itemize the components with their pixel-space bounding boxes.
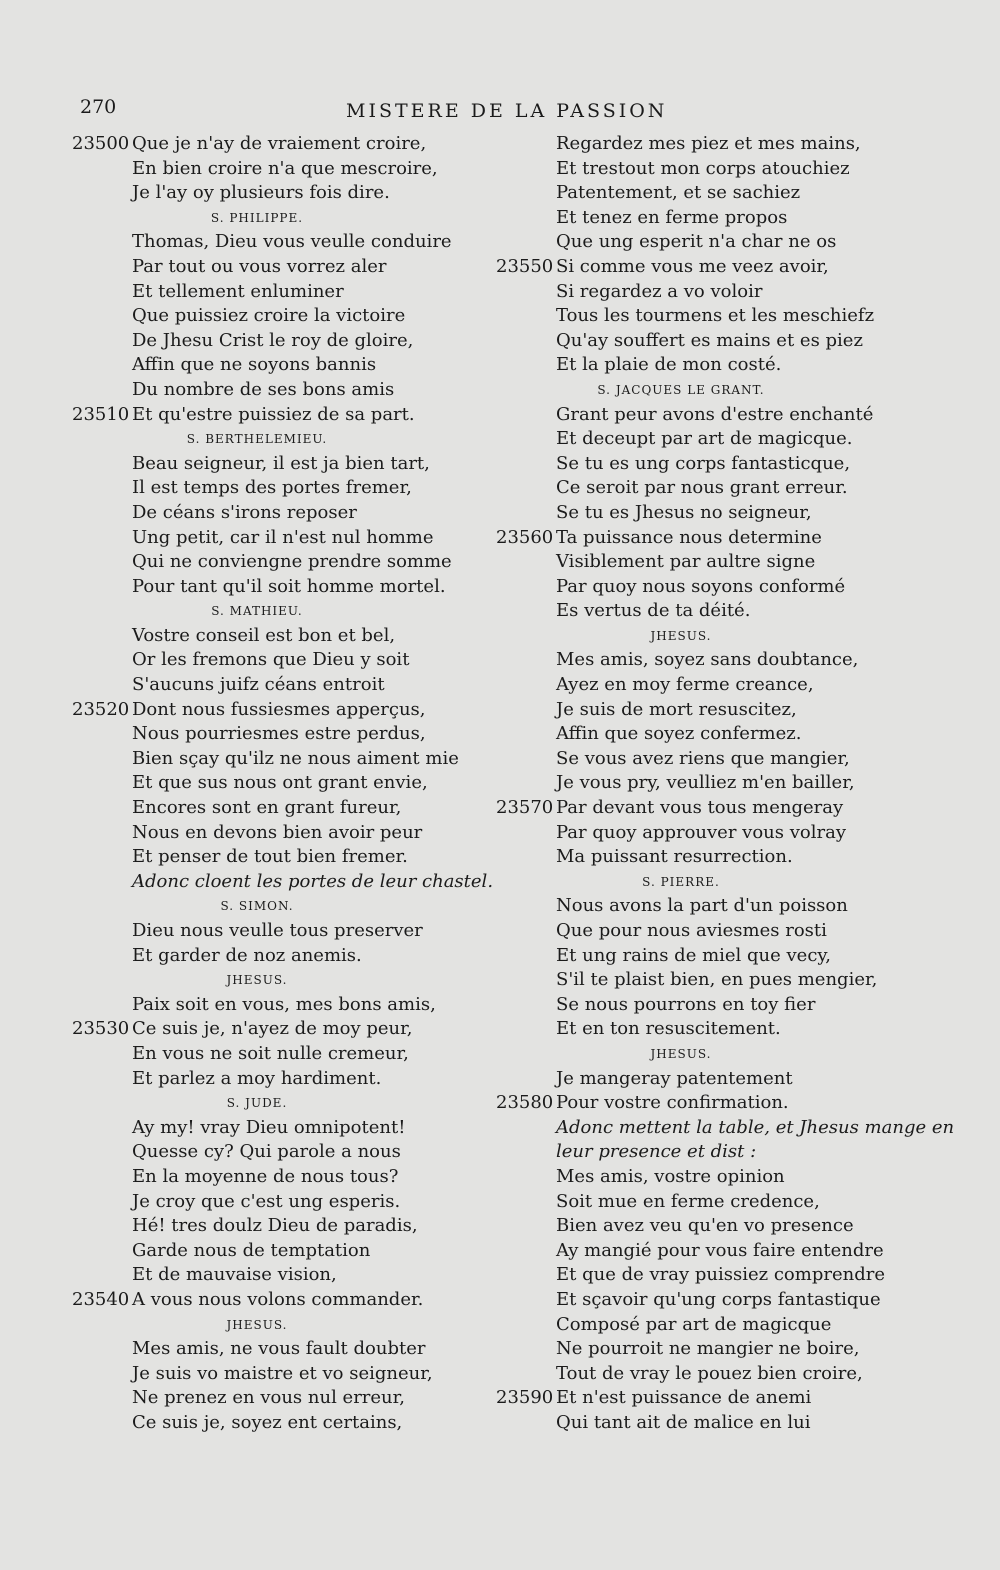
line-text: S. BERTHELEMIEU. xyxy=(186,432,328,447)
verse-line xyxy=(72,132,532,157)
line-text: S. PIERRE. xyxy=(642,874,720,889)
verse-line xyxy=(132,526,532,551)
line-text: S. SIMON. xyxy=(220,899,294,914)
verse-line xyxy=(132,944,532,969)
speaker-name xyxy=(132,427,382,452)
line-text: En vous ne soit nulle cremeur, xyxy=(132,1042,409,1064)
verse-line xyxy=(132,993,532,1018)
line-text: Il est temps des portes fremer, xyxy=(132,477,412,499)
verse-line xyxy=(132,501,532,526)
line-text: Et penser de tout bien fremer. xyxy=(132,846,408,868)
line-text: Par quoy approuver vous volray xyxy=(556,821,846,843)
verse-line xyxy=(556,968,956,993)
line-text: Affin que soyez confermez. xyxy=(556,723,802,745)
line-text: Se vous avez riens que mangier, xyxy=(556,747,850,769)
line-text: Et garder de noz anemis. xyxy=(132,944,362,966)
verse-line xyxy=(556,1214,956,1239)
line-text: Je mangeray patentement xyxy=(556,1067,793,1089)
verse-line xyxy=(556,452,956,477)
line-text: Regardez mes piez et mes mains, xyxy=(556,133,861,154)
verse-line xyxy=(132,821,532,846)
speaker-name xyxy=(132,599,382,624)
line-text: Nous avons la part d'un poisson xyxy=(556,895,848,917)
line-text: S'il te plaist bien, en pues mengier, xyxy=(556,969,878,991)
verse-line xyxy=(132,181,532,206)
line-text: Ta puissance nous determine xyxy=(556,526,822,548)
line-text: Ne prenez en vous nul erreur, xyxy=(132,1387,405,1409)
verse-line xyxy=(556,1239,956,1264)
verse-line xyxy=(556,722,956,747)
line-text: Si comme vous me veez avoir, xyxy=(556,255,829,277)
line-text: Par quoy nous soyons conformé xyxy=(556,575,846,597)
speaker-name xyxy=(132,1313,382,1338)
verse-line xyxy=(496,255,956,280)
verse-line xyxy=(556,821,956,846)
verse-line xyxy=(72,403,532,428)
line-text: Se nous pourrons en toy fier xyxy=(556,993,816,1015)
line-text: Que ung esperit n'a char ne os xyxy=(556,231,837,253)
line-text: Patentement, et se sachiez xyxy=(556,182,801,204)
line-text: Pour tant qu'il soit homme mortel. xyxy=(132,575,446,597)
line-text: Que je n'ay de vraiement croire, xyxy=(132,133,427,154)
verse-line xyxy=(132,1386,532,1411)
verse-line xyxy=(556,501,956,526)
verse-line xyxy=(556,1067,956,1092)
right-column xyxy=(496,132,956,1435)
verse-line xyxy=(556,1263,956,1288)
verse-line xyxy=(556,1362,956,1387)
line-number: 23530 xyxy=(72,1018,130,1040)
stage-direction xyxy=(556,1140,956,1165)
line-text: Adonc cloent les portes de leur chastel. xyxy=(132,870,494,892)
line-text: S. MATHIEU. xyxy=(211,604,303,619)
line-number: 23570 xyxy=(496,797,554,819)
line-text: Visiblement par aultre signe xyxy=(556,551,816,573)
speaker-name xyxy=(556,870,806,895)
line-text: Ma puissant resurrection. xyxy=(556,846,793,868)
line-text: Et en ton resuscitement. xyxy=(556,1018,781,1040)
verse-line xyxy=(556,181,956,206)
line-text: JHESUS. xyxy=(226,1317,288,1332)
line-text: Affin que ne soyons bannis xyxy=(132,354,377,376)
verse-line xyxy=(556,1190,956,1215)
line-text: Et la plaie de mon costé. xyxy=(556,354,782,376)
verse-line xyxy=(556,132,956,157)
line-number: 23540 xyxy=(72,1288,130,1310)
line-text: Et parlez a moy hardiment. xyxy=(132,1067,382,1089)
speaker-name xyxy=(132,1091,382,1116)
verse-line xyxy=(132,329,532,354)
line-text: Nous pourriesmes estre perdus, xyxy=(132,723,426,745)
speaker-name xyxy=(556,1042,806,1067)
line-text: Tout de vray le pouez bien croire, xyxy=(556,1362,863,1384)
line-text: Hé! tres doulz Dieu de paradis, xyxy=(132,1215,418,1237)
verse-line xyxy=(556,1411,956,1436)
verse-line xyxy=(556,206,956,231)
line-text: Es vertus de ta déité. xyxy=(556,600,751,622)
line-text: En bien croire n'a que mescroire, xyxy=(132,157,438,179)
verse-line xyxy=(132,452,532,477)
speaker-name xyxy=(132,968,382,993)
verse-line xyxy=(132,1337,532,1362)
verse-line xyxy=(556,230,956,255)
line-text: Soit mue en ferme credence, xyxy=(556,1190,820,1212)
verse-line xyxy=(132,304,532,329)
verse-line xyxy=(556,403,956,428)
line-text: S'aucuns juifz céans entroit xyxy=(132,674,385,696)
stage-direction xyxy=(556,1116,956,1141)
line-text: Thomas, Dieu vous veulle conduire xyxy=(132,231,452,253)
line-text: Beau seigneur, il est ja bien tart, xyxy=(132,452,430,474)
line-text: Et trestout mon corps atouchiez xyxy=(556,157,850,179)
running-title: MISTERE DE LA PASSION xyxy=(346,100,668,122)
line-text: Je croy que c'est ung esperis. xyxy=(132,1190,401,1212)
line-text: Et que sus nous ont grant envie, xyxy=(132,772,428,794)
verse-line xyxy=(132,1263,532,1288)
line-number: 23580 xyxy=(496,1092,554,1114)
line-text: Je vous pry, veulliez m'en bailler, xyxy=(556,772,855,794)
verse-line xyxy=(132,1165,532,1190)
verse-line xyxy=(496,796,956,821)
verse-line xyxy=(132,1140,532,1165)
line-number: 23550 xyxy=(496,255,554,277)
verse-line xyxy=(556,427,956,452)
line-text: Et tenez en ferme propos xyxy=(556,206,788,228)
line-text: Bien avez veu qu'en vo presence xyxy=(556,1215,854,1237)
line-text: Ung petit, car il n'est nul homme xyxy=(132,526,434,548)
line-text: Et sçavoir qu'ung corps fantastique xyxy=(556,1288,881,1310)
verse-line xyxy=(556,1165,956,1190)
speaker-name xyxy=(556,624,806,649)
line-text: Mes amis, ne vous fault doubter xyxy=(132,1338,426,1360)
verse-line xyxy=(72,1288,532,1313)
line-text: Ayez en moy ferme creance, xyxy=(556,674,814,696)
line-text: Qu'ay souffert es mains et es piez xyxy=(556,329,863,351)
line-text: Par devant vous tous mengeray xyxy=(556,797,844,819)
verse-line xyxy=(132,1042,532,1067)
verse-line xyxy=(132,378,532,403)
line-text: Par tout ou vous vorrez aler xyxy=(132,255,387,277)
page-number: 270 xyxy=(80,96,117,118)
line-text: S. JACQUES LE GRANT. xyxy=(597,382,765,397)
stage-direction xyxy=(132,870,532,895)
line-text: Bien sçay qu'ilz ne nous aiment mie xyxy=(132,747,459,769)
line-text: Et deceupt par art de magicque. xyxy=(556,428,853,450)
verse-line xyxy=(556,304,956,329)
verse-line xyxy=(132,476,532,501)
verse-line xyxy=(132,255,532,280)
line-number: 23500 xyxy=(72,133,130,154)
line-text: Qui ne conviengne prendre somme xyxy=(132,551,452,573)
verse-line xyxy=(132,575,532,600)
line-text: De Jhesu Crist le roy de gloire, xyxy=(132,329,414,351)
verse-line xyxy=(556,1017,956,1042)
verse-line xyxy=(132,648,532,673)
verse-line xyxy=(556,329,956,354)
line-text: De céans s'irons reposer xyxy=(132,501,357,523)
verse-line xyxy=(496,526,956,551)
line-text: Se tu es ung corps fantasticque, xyxy=(556,452,851,474)
line-number: 23520 xyxy=(72,698,130,720)
line-text: Je suis de mort resuscitez, xyxy=(556,698,797,720)
speaker-name xyxy=(132,894,382,919)
verse-line xyxy=(132,1116,532,1141)
verse-line xyxy=(556,1313,956,1338)
line-number: 23590 xyxy=(496,1387,554,1409)
line-text: Que pour nous aviesmes rosti xyxy=(556,920,827,941)
verse-line xyxy=(556,599,956,624)
line-number: 23560 xyxy=(496,526,554,548)
line-text: Grant peur avons d'estre enchanté xyxy=(556,403,874,425)
verse-line xyxy=(556,894,956,919)
verse-line xyxy=(132,722,532,747)
line-text: Or les fremons que Dieu y soit xyxy=(132,649,410,671)
line-text: Ce seroit par nous grant erreur. xyxy=(556,477,848,499)
verse-line xyxy=(556,919,956,944)
line-text: Et qu'estre puissiez de sa part. xyxy=(132,403,415,425)
verse-line xyxy=(556,1337,956,1362)
line-text: Ce suis je, soyez ent certains, xyxy=(132,1411,403,1433)
verse-line xyxy=(72,698,532,723)
line-number: 23510 xyxy=(72,403,130,425)
speaker-name xyxy=(132,206,382,231)
line-text: Ay mangié pour vous faire entendre xyxy=(556,1239,884,1261)
verse-line xyxy=(132,673,532,698)
verse-line xyxy=(496,1386,956,1411)
verse-line xyxy=(556,353,956,378)
line-text: Si regardez a vo voloir xyxy=(556,280,763,302)
line-text: JHESUS. xyxy=(650,1046,712,1061)
verse-line xyxy=(556,771,956,796)
line-text: Et n'est puissance de anemi xyxy=(556,1387,812,1409)
line-text: Et ung rains de miel que vecy, xyxy=(556,944,831,966)
verse-line xyxy=(132,1239,532,1264)
verse-line xyxy=(556,698,956,723)
verse-line xyxy=(556,476,956,501)
left-column xyxy=(72,132,532,1435)
line-text: leur presence et dist : xyxy=(556,1141,757,1163)
line-text: Composé par art de magicque xyxy=(556,1313,832,1335)
line-text: Ay my! vray Dieu omnipotent! xyxy=(132,1116,406,1138)
verse-line xyxy=(556,280,956,305)
verse-line xyxy=(132,157,532,182)
verse-line xyxy=(556,993,956,1018)
line-text: Nous en devons bien avoir peur xyxy=(132,821,423,843)
line-text: Mes amis, vostre opinion xyxy=(556,1165,785,1187)
verse-line xyxy=(496,1091,956,1116)
verse-line xyxy=(556,747,956,772)
verse-line xyxy=(132,230,532,255)
verse-line xyxy=(132,1214,532,1239)
line-text: Dont nous fussiesmes apperçus, xyxy=(132,698,426,720)
line-text: Garde nous de temptation xyxy=(132,1239,371,1261)
verse-line xyxy=(556,944,956,969)
line-text: Je suis vo maistre et vo seigneur, xyxy=(132,1362,433,1384)
verse-line xyxy=(132,1362,532,1387)
verse-line xyxy=(132,1067,532,1092)
verse-line xyxy=(556,673,956,698)
line-text: S. PHILIPPE. xyxy=(210,210,304,225)
line-text: Adonc mettent la table, et Jhesus mange en xyxy=(556,1116,955,1138)
verse-line xyxy=(132,353,532,378)
line-text: Ce suis je, n'ayez de moy peur, xyxy=(132,1018,413,1040)
line-text: Vostre conseil est bon et bel, xyxy=(132,624,396,646)
line-text: Je l'ay oy plusieurs fois dire. xyxy=(132,182,390,204)
verse-line xyxy=(72,1017,532,1042)
line-text: S. JUDE. xyxy=(226,1096,288,1111)
verse-line xyxy=(132,1190,532,1215)
verse-line xyxy=(132,796,532,821)
verse-line xyxy=(556,845,956,870)
line-text: Tous les tourmens et les meschiefz xyxy=(556,305,875,327)
verse-line xyxy=(132,1411,532,1436)
verse-line xyxy=(556,575,956,600)
speaker-name xyxy=(556,378,806,403)
line-text: A vous nous volons commander. xyxy=(132,1288,424,1310)
line-text: JHESUS. xyxy=(226,973,288,988)
line-text: Du nombre de ses bons amis xyxy=(132,378,395,400)
verse-line xyxy=(132,747,532,772)
verse-line xyxy=(132,550,532,575)
verse-line xyxy=(132,280,532,305)
line-text: Encores sont en grant fureur, xyxy=(132,797,402,819)
line-text: Mes amis, soyez sans doubtance, xyxy=(556,649,859,671)
verse-line xyxy=(132,845,532,870)
line-text: Ne pourroit ne mangier ne boire, xyxy=(556,1338,860,1360)
line-text: Quesse cy? Qui parole a nous xyxy=(132,1141,401,1163)
line-text: Et que de vray puissiez comprendre xyxy=(556,1264,885,1286)
verse-line xyxy=(556,648,956,673)
line-text: Qui tant ait de malice en lui xyxy=(556,1411,811,1433)
verse-line xyxy=(556,1288,956,1313)
verse-line xyxy=(132,919,532,944)
line-text: Et tellement enluminer xyxy=(132,280,344,302)
verse-line xyxy=(556,157,956,182)
line-text: Paix soit en vous, mes bons amis, xyxy=(132,993,436,1015)
line-text: Pour vostre confirmation. xyxy=(556,1092,789,1114)
line-text: JHESUS. xyxy=(650,628,712,643)
line-text: Se tu es Jhesus no seigneur, xyxy=(556,501,812,523)
verse-line xyxy=(556,550,956,575)
line-text: Dieu nous veulle tous preserver xyxy=(132,920,423,941)
verse-line xyxy=(132,624,532,649)
line-text: Et de mauvaise vision, xyxy=(132,1264,337,1286)
line-text: Que puissiez croire la victoire xyxy=(132,305,406,327)
verse-line xyxy=(132,771,532,796)
line-text: En la moyenne de nous tous? xyxy=(132,1165,399,1187)
